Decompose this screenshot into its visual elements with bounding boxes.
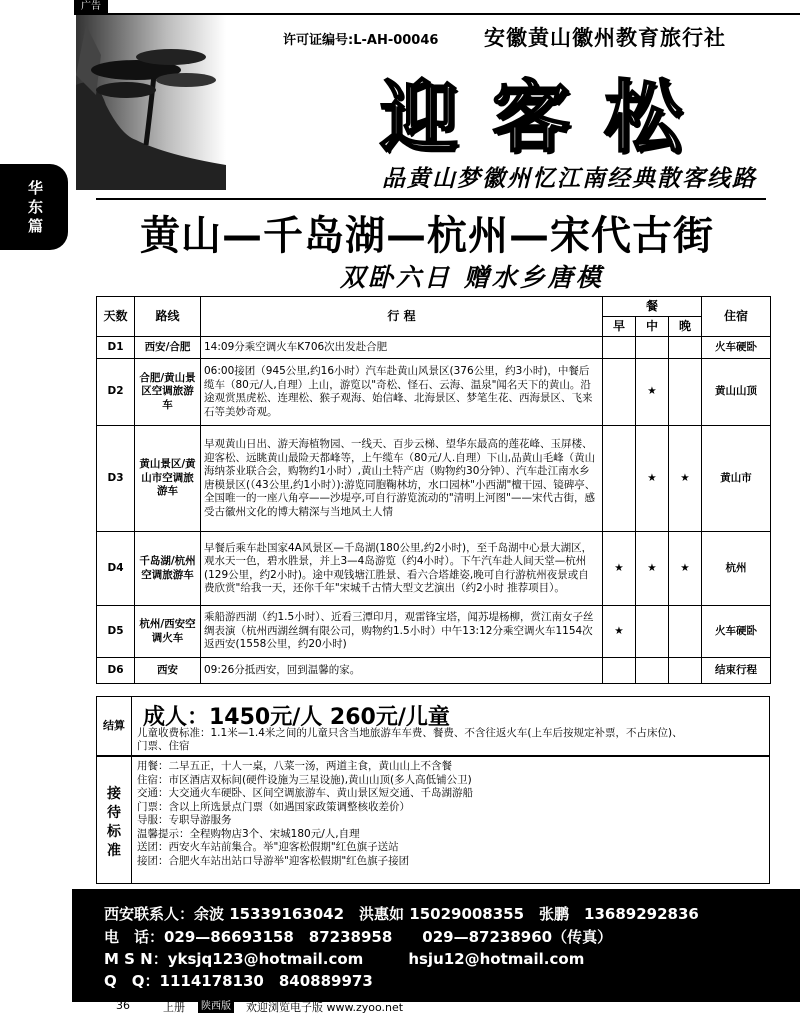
itinerary-cell: 14:09分乘空调火车K706次出发赴合肥 — [201, 337, 603, 359]
stay-cell: 火车硬卧 — [702, 337, 771, 359]
breakfast-cell: ★ — [603, 532, 636, 606]
table-row — [97, 426, 771, 532]
header-route: 路线 — [135, 297, 201, 337]
route-cell: 黄山景区/黄山市空调旅游车 — [135, 426, 201, 532]
breakfast-cell: ★ — [603, 606, 636, 658]
itinerary-table — [96, 296, 771, 684]
contact-qq: Q Q：1114178130 840889973 — [104, 972, 373, 990]
list-item: 温馨提示：全程购物店3个、宋城180元/人,自理 — [137, 827, 360, 840]
contact-msn: M S N：yksjq123@hotmail.com hsju12@hotmail.com — [104, 950, 585, 968]
contact-phones: 电 话：029—86693158 87238958 029—87238960（传真） — [104, 928, 613, 946]
day-cell: D5 — [97, 606, 135, 658]
route-cell: 合肥/黄山景区空调旅游车 — [135, 359, 201, 426]
lunch-cell — [636, 658, 669, 684]
settlement-label: 结算 — [97, 697, 132, 755]
stay-cell: 结束行程 — [702, 658, 771, 684]
itinerary-cell: 乘船游西湖（约1.5小时）、近看三潭印月，观雷锋宝塔，闻苏堤杨柳，赏江南女子丝绸表演（杭州西湖丝绸有限公司，购物约1.5小时）中午13:12分乘空调火车1154次返西安(1558公里，约20小时) — [201, 606, 603, 658]
dinner-cell: ★ — [669, 426, 702, 532]
header-day: 天数 — [97, 297, 135, 337]
day-cell: D3 — [97, 426, 135, 532]
reception-list — [137, 760, 757, 868]
breakfast-cell — [603, 359, 636, 426]
itinerary-cell: 早餐后乘车赴国家4A风景区—千岛湖(180公里,约2小时)，至千岛湖中心景大湖区，观水天一色，碧水胜景，并上3—4岛游览（约4小时）。下午汽车赴人间天堂—杭州(129公里，约2小时)。途中观钱塘江胜景、看六合塔雄姿,晚可自行游杭州夜景或自费欣赏"给我一天，还你千年"宋城千古情大型文艺演出（约2小时 推荐项目）。 — [201, 532, 603, 606]
table-row — [97, 658, 771, 684]
list-item: 交通：大交通火车硬卧、区间空调旅游车、黄山景区短交通、千岛湖游船 — [137, 787, 473, 799]
day-cell: D4 — [97, 532, 135, 606]
day-cell: D1 — [97, 337, 135, 359]
lunch-cell: ★ — [636, 426, 669, 532]
stay-cell: 杭州 — [702, 532, 771, 606]
list-item: 送团：西安火车站前集合。举"迎客松假期"红色旗子送站 — [137, 841, 399, 853]
stay-cell: 火车硬卧 — [702, 606, 771, 658]
list-item: 住宿：市区酒店双标间(硬件设施为三星设施),黄山山顶(多人高低铺公卫) — [137, 773, 472, 786]
route-cell: 杭州/西安空调火车 — [135, 606, 201, 658]
table-row — [97, 359, 771, 426]
table-row — [97, 532, 771, 606]
header-separator — [96, 198, 766, 200]
dinner-cell — [669, 359, 702, 426]
reception-label: 接待标准 — [107, 786, 121, 859]
header-dinner: 晚 — [669, 317, 702, 337]
lunch-cell: ★ — [636, 532, 669, 606]
breakfast-cell — [603, 426, 636, 532]
table-row — [97, 337, 771, 359]
header-meal: 餐 — [603, 297, 702, 317]
route-cell: 西安 — [135, 658, 201, 684]
lunch-cell: ★ — [636, 359, 669, 426]
reception-label-box — [97, 757, 132, 883]
day-cell: D2 — [97, 359, 135, 426]
header-lunch: 中 — [636, 317, 669, 337]
pine-landscape-image — [76, 15, 226, 190]
section-side-tab-label: 华东篇 — [28, 179, 44, 235]
brand-title: 迎客松 — [380, 72, 717, 163]
stay-cell: 黄山山顶 — [702, 359, 771, 426]
header-itinerary: 行 程 — [201, 297, 603, 337]
list-item: 用餐：二早五正，十人一桌，八菜一汤，两道主食，黄山山上不含餐 — [137, 760, 452, 772]
day-cell: D6 — [97, 658, 135, 684]
breakfast-cell — [603, 337, 636, 359]
stay-cell: 黄山市 — [702, 426, 771, 532]
ad-tag: 广告 — [74, 0, 108, 14]
dinner-cell — [669, 337, 702, 359]
slogan: 品黄山梦徽州忆江南经典散客线路 — [382, 165, 757, 192]
section-side-tab — [0, 164, 68, 250]
itinerary-cell: 09:26分抵西安，回到温馨的家。 — [201, 658, 603, 684]
itinerary-cell: 06:00接团（945公里,约16小时）汽车赴黄山风景区(376公里，约3小时)，中餐后缆车（80元/人,自理）上山，游览以"奇松、怪石、云海、温泉"闻名天下的黄山。沿途观赏黑虎松、连理松、猴子观海、始信峰、北海景区、梦笔生花、西海景区、飞来石等美妙奇观。 — [201, 359, 603, 426]
page-number: 36 — [116, 999, 130, 1012]
route-cell: 千岛湖/杭州空调旅游车 — [135, 532, 201, 606]
dinner-cell: ★ — [669, 532, 702, 606]
child-price-note: 儿童收费标准：1.1米—1.4米之间的儿童只含当地旅游车车费、餐费、不含往返火车(上车后按规定补票，不占床位)、门票、住宿 — [137, 727, 683, 752]
contact-block — [72, 889, 800, 1002]
volume-label: 上册 — [163, 1001, 185, 1014]
lunch-cell — [636, 337, 669, 359]
list-item: 门票：含以上所选景点门票（如遇国家政策调整核收差价） — [137, 800, 410, 813]
list-item: 导服：专职导游服务 — [137, 814, 232, 826]
settlement-section — [96, 696, 770, 756]
edition-badge: 陕西版 — [198, 1000, 234, 1013]
itinerary-cell: 早观黄山日出、游天海植物园、一线天、百步云梯、望华东最高的莲花峰、玉屏楼、迎客松、远眺黄山最险天都峰等，上午缆车（80元/人.自理）下山,品黄山毛峰（黄山海纳茶业联合会，购物约1小时）,黄山土特产店（购物约30分钟）、汽车赴江南水乡唐模景区(（43公里,约1小时）):游览同胞鞠林坊，水口园林"小西湖"檀干园、镜碑亭、全国唯一的一座八角亭——沙堤亭,可自行游览流动的"清明上河图"——宋代古街，感受古徽州文化的博大精深与当地风土人情 — [201, 426, 603, 532]
route-subtitle: 双卧六日 赠水乡唐模 — [340, 263, 604, 292]
header-stay: 住宿 — [702, 297, 771, 337]
price-text: 成人：1450元/人 260元/儿童 — [143, 705, 450, 730]
dinner-cell — [669, 606, 702, 658]
contact-persons: 西安联系人：余波 15339163042 洪惠如 15029008355 张鹏 13689292836 — [104, 905, 699, 923]
header-breakfast: 早 — [603, 317, 636, 337]
company-name: 安徽黄山徽州教育旅行社 — [484, 26, 726, 50]
table-row — [97, 606, 771, 658]
license-number: 许可证编号:L-AH-00046 — [283, 33, 439, 48]
reception-section — [96, 756, 770, 884]
list-item: 接团：合肥火车站出站口导游举"迎客松假期"红色旗子接团 — [137, 854, 410, 867]
breakfast-cell — [603, 658, 636, 684]
dinner-cell — [669, 658, 702, 684]
route-title: 黄山—千岛湖—杭州—宋代古街 — [140, 213, 714, 259]
lunch-cell — [636, 606, 669, 658]
footer-website[interactable]: 欢迎浏览电子版 www.zyoo.net — [246, 1001, 404, 1014]
route-cell: 西安/合肥 — [135, 337, 201, 359]
